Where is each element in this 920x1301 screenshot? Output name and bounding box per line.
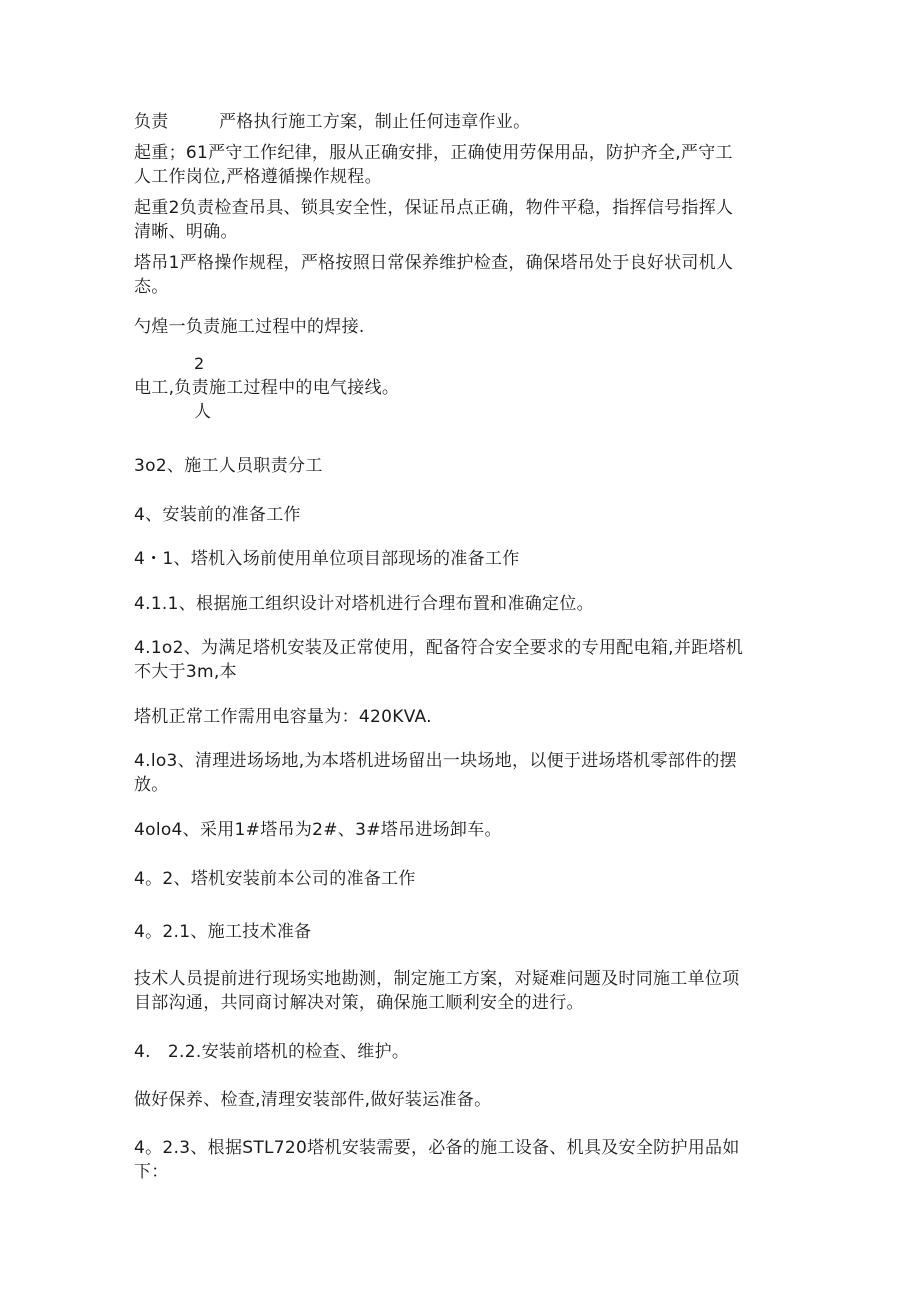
section-4-2-3-line2: 下： bbox=[134, 1162, 169, 1182]
section-4-1-2-line3: 塔机正常工作需用电容量为：420KVA. bbox=[134, 707, 432, 727]
role-line-2a: 起重；61严守工作纪律，服从正确安排，正确使用劳保用品，防护齐全,严守工 bbox=[134, 143, 733, 163]
section-4-2-3-line1: 4。2.3、根据STL720塔机安装需要，必备的施工设备、机具及安全防护用品如 bbox=[134, 1138, 740, 1158]
role-line-6-sub: 人 bbox=[194, 402, 211, 422]
section-4-2-1-body-line1: 技术人员提前进行现场实地勘测，制定施工方案，对疑难问题及时同施工单位项 bbox=[134, 969, 740, 989]
role-line-5: 勺煌一负责施工过程中的焊接. bbox=[134, 317, 365, 337]
role-line-1b: 严格执行施工方案，制止任何违章作业。 bbox=[219, 112, 531, 132]
role-line-4a: 塔吊1严格操作规程，严格按照日常保养维护检查，确保塔吊处于良好状司机人 bbox=[134, 253, 734, 273]
section-4-1-2-line2: 不大于3m,本 bbox=[134, 662, 237, 682]
role-line-4b: 态。 bbox=[134, 277, 169, 297]
section-4-2-heading: 4。2、塔机安装前本公司的准备工作 bbox=[134, 869, 416, 889]
section-4-1-3-line2: 放。 bbox=[134, 775, 169, 795]
section-4-1-heading: 4・1、塔机入场前使用单位项目部现场的准备工作 bbox=[134, 549, 520, 569]
section-4-1-2-line1: 4.1o2、为满足塔机安装及正常使用，配备符合安全要求的专用配电箱,并距塔机 bbox=[134, 638, 744, 658]
section-4-2-1-heading: 4。2.1、施工技术准备 bbox=[134, 922, 312, 942]
role-line-3a: 起重2负责检查吊具、锁具安全性，保证吊点正确，物件平稳，指挥信号指挥人 bbox=[134, 198, 734, 218]
section-4-1-1: 4.1.1、根据施工组织设计对塔机进行合理布置和准确定位。 bbox=[134, 594, 594, 614]
role-line-3b: 清晰、明确。 bbox=[134, 222, 238, 242]
role-line-2b: 人工作岗位,严格遵循操作规程。 bbox=[134, 167, 382, 187]
role-line-1a: 负责 bbox=[134, 112, 169, 132]
section-4-1-3-line1: 4.lo3、清理进场场地,为本塔机进场留出一块场地，以便于进场塔机零部件的摆 bbox=[134, 751, 737, 771]
section-4-1-4: 4olo4、采用1#塔吊为2#、3#塔吊进场卸车。 bbox=[134, 820, 502, 840]
section-4-2-1-body-line2: 目部沟通，共同商讨解决对策，确保施工顺利安全的进行。 bbox=[134, 993, 584, 1013]
section-4-2-2-body: 做好保养、检查,清理安装部件,做好装运准备。 bbox=[134, 1090, 492, 1110]
section-4-heading: 4、安装前的准备工作 bbox=[134, 505, 301, 525]
role-line-6: 电工,负责施工过程中的电气接线。 bbox=[134, 378, 400, 398]
role-line-6-sup: 2 bbox=[194, 354, 205, 373]
section-4-2-2-heading: 4. 2.2.安装前塔机的检查、维护。 bbox=[134, 1042, 410, 1062]
section-3-2-heading: 3o2、施工人员职责分工 bbox=[134, 456, 323, 476]
